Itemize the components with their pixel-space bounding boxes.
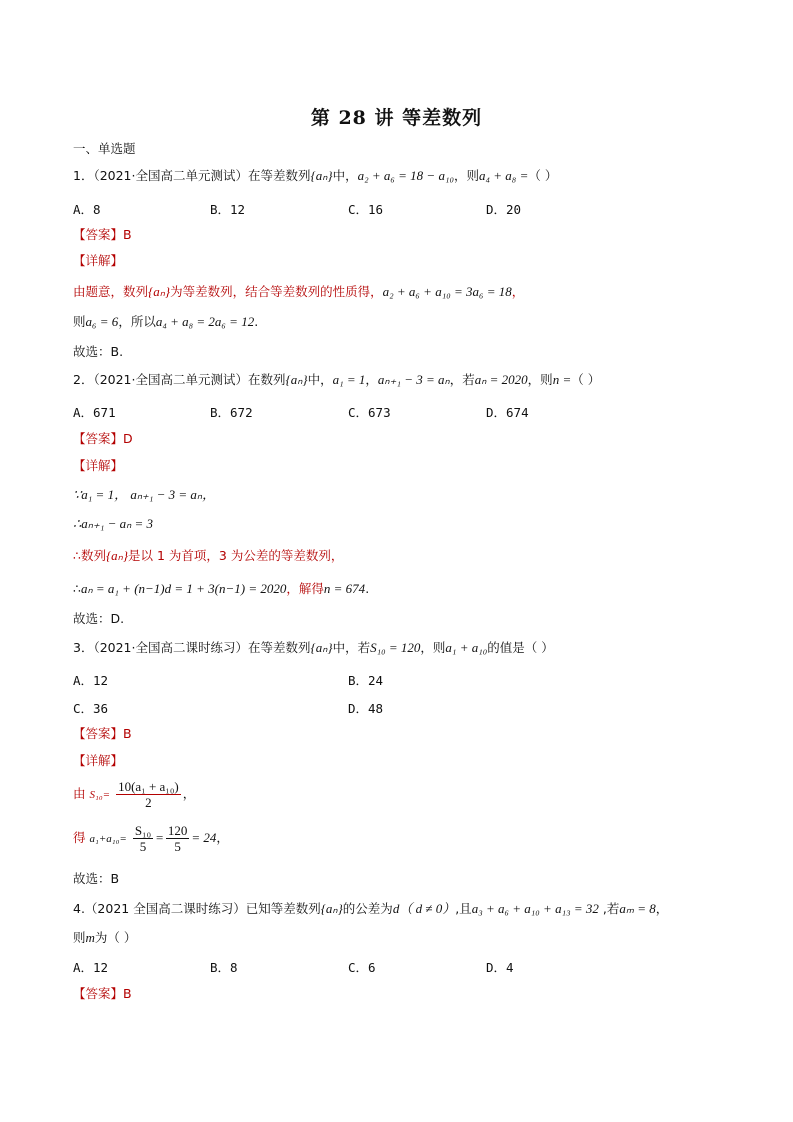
q4-option-b: B．8 bbox=[210, 960, 238, 975]
section-heading: 一、单选题 bbox=[73, 141, 136, 156]
q2-solution-line-3: ∴数列{aₙ}是以 1 为首项，3 为公差的等差数列， bbox=[73, 548, 344, 563]
q2-answer: 【答案】D bbox=[73, 431, 133, 446]
q2-option-c: C．673 bbox=[348, 405, 391, 420]
q1-answer: 【答案】B bbox=[73, 227, 132, 242]
q2-choice: 故选：D. bbox=[73, 611, 125, 626]
q1-option-c: C．16 bbox=[348, 202, 384, 217]
q4-answer: 【答案】B bbox=[73, 986, 132, 1001]
q1-solution-line-2: 则a₆ = 6，所以a₄ + a₈ = 2a₆ = 12. bbox=[73, 314, 259, 329]
q1-solution-line-1: 由题意，数列{aₙ}为等差数列，结合等差数列的性质得，a₂ + a₆ + a₁₀ = 3a₆ = 18， bbox=[73, 284, 525, 299]
q2-option-b: B．672 bbox=[210, 405, 253, 420]
q3-answer: 【答案】B bbox=[73, 726, 132, 741]
question-4-stem: 4.（2021 全国高二课时练习）已知等差数列{aₙ}的公差为d（ d ≠ 0）,且a₃ + a₆ + a₁₀ + a₁₃ = 32 ,若aₘ = 8， bbox=[73, 901, 669, 916]
q2-solution-line-1: ∵a₁ = 1， aₙ₊₁ − 3 = aₙ， bbox=[73, 487, 216, 502]
q3-option-b: B．24 bbox=[348, 673, 384, 688]
q1-option-d: D．20 bbox=[486, 202, 522, 217]
q3-detail-label: 【详解】 bbox=[73, 753, 124, 768]
page-title: 第 28 讲 等差数列 bbox=[310, 107, 483, 129]
q2-option-a: A．671 bbox=[73, 405, 116, 420]
question-2-stem: 2．（2021·全国高二单元测试）在数列{aₙ}中，a₁ = 1，aₙ₊₁ − 3 = aₙ，若aₙ = 2020，则n =（ ） bbox=[73, 372, 601, 387]
q1-option-a: A．8 bbox=[73, 202, 101, 217]
q1-detail-label: 【详解】 bbox=[73, 253, 124, 268]
q3-solution-line-1: 由 S₁₀= $\frac{\text{10(a₁ + a₁₀)}}{2}$ ， bbox=[73, 779, 196, 810]
q1-choice: 故选：B. bbox=[73, 344, 124, 359]
q3-option-a: A．12 bbox=[73, 673, 109, 688]
question-1-stem: 1．（2021·全国高二单元测试）在等差数列{aₙ}中，a₂ + a₆ = 18 − a₁₀，则a₄ + a₈ =（ ） bbox=[73, 168, 558, 183]
q3-option-d: D．48 bbox=[348, 701, 384, 716]
q3-fraction-1: $\frac{\text{10(a₁ + a₁₀)}}{2}$ bbox=[118, 779, 179, 810]
q2-solution-line-2: ∴aₙ₊₁ − aₙ = 3 bbox=[73, 516, 154, 531]
q2-detail-label: 【详解】 bbox=[73, 458, 124, 473]
q4-option-a: A．12 bbox=[73, 960, 109, 975]
question-4-stem-line-2: 则m为（ ） bbox=[73, 930, 137, 945]
q2-solution-line-4: ∴aₙ = a₁ + (n−1)d = 1 + 3(n−1) = 2020，解得n = 674. bbox=[73, 581, 370, 596]
q3-fraction-2: $\frac{\text{S₁₀}}{5}$ bbox=[134, 823, 152, 854]
q4-option-d: D．4 bbox=[486, 960, 514, 975]
q3-solution-line-2: 得 a₁+a₁₀= $\frac{\text{S₁₀}}{5}$ = $\frac{120}{5}$ = 24， bbox=[73, 823, 229, 854]
q4-option-c: C．6 bbox=[348, 960, 376, 975]
q3-fraction-3: $\frac{120}{5}$ bbox=[167, 823, 188, 854]
question-3-stem: 3．（2021·全国高二课时练习）在等差数列{aₙ}中，若S₁₀ = 120，则a₁ + a₁₀的值是（ ） bbox=[73, 640, 554, 655]
q2-option-d: D．674 bbox=[486, 405, 529, 420]
q3-choice: 故选：B bbox=[73, 871, 120, 886]
q1-option-b: B．12 bbox=[210, 202, 246, 217]
q3-option-c: C．36 bbox=[73, 701, 109, 716]
